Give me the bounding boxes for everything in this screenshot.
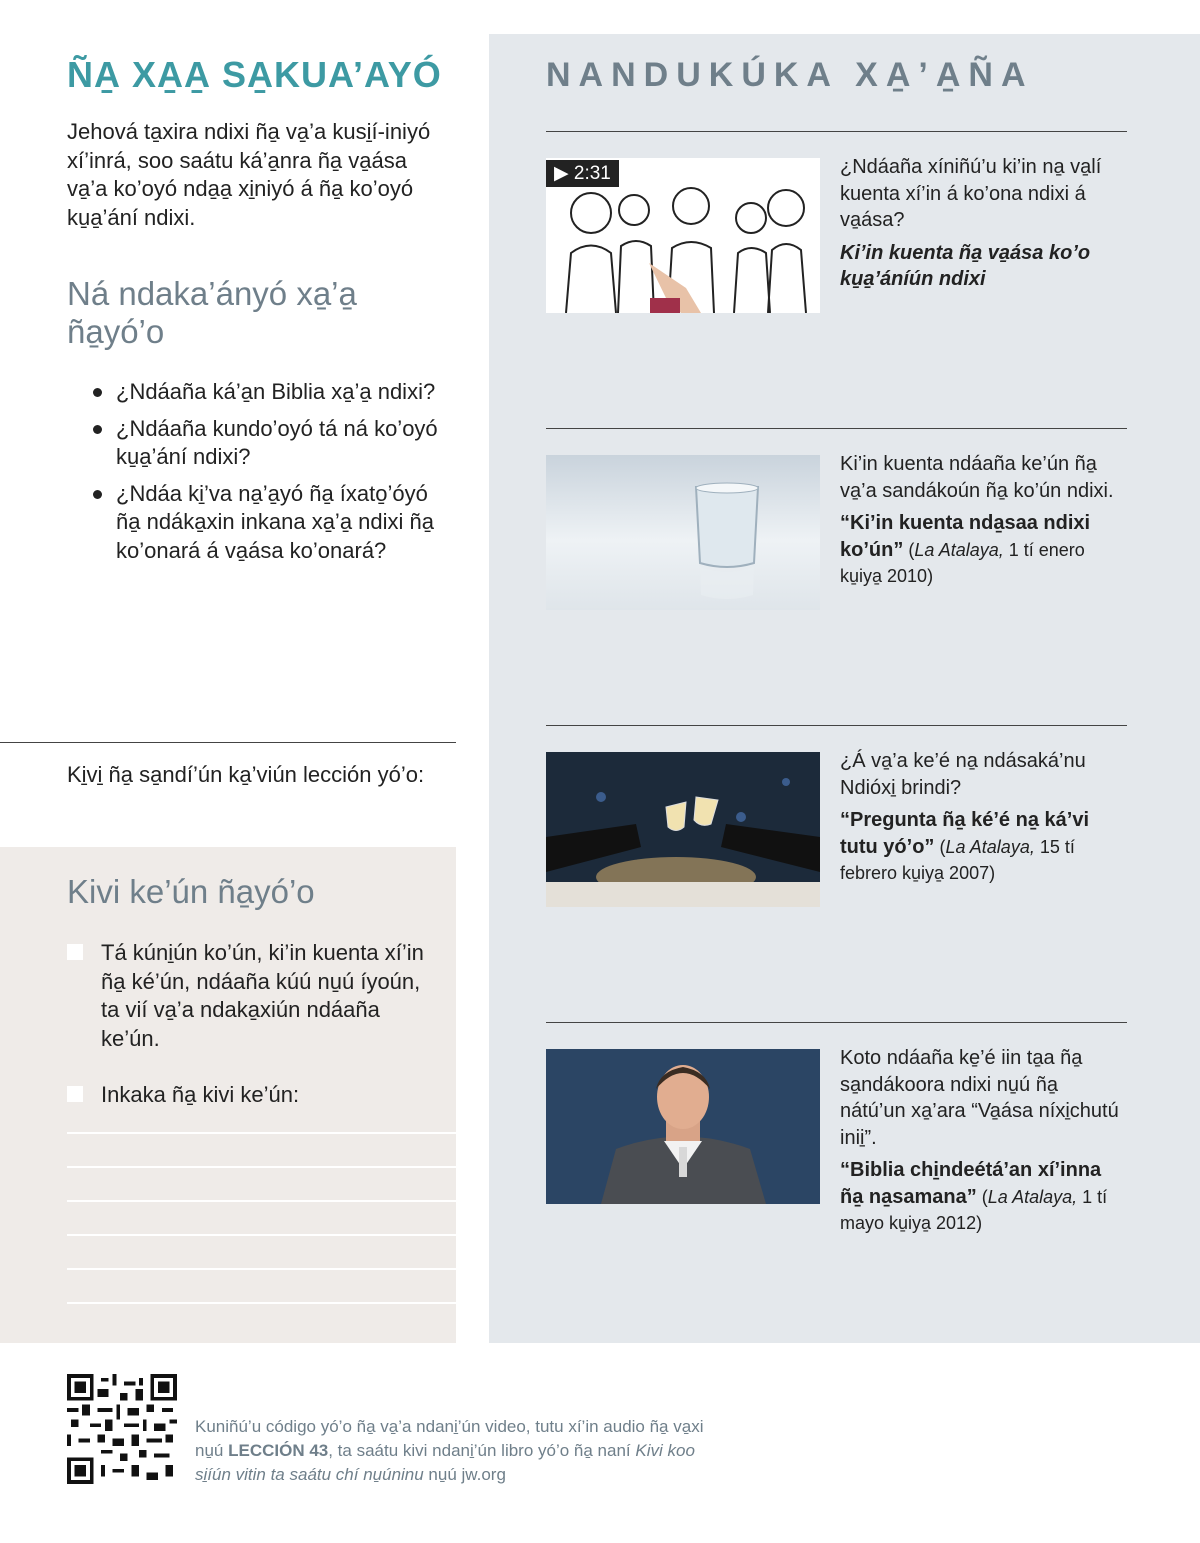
review-heading: Kivi ke’ún ña̱yó’o xyxy=(67,873,315,910)
video-thumbnail[interactable] xyxy=(546,158,820,313)
question-item: ¿Ndáaña ká’a̱n Biblia xa̱’a̱ ndixi? xyxy=(93,378,453,407)
video-link[interactable]: Ki’in kuenta ña̱ va̱ása ko’o ku̱a̱’áníún ndixi xyxy=(840,241,1091,290)
checkbox[interactable] xyxy=(67,944,83,960)
intro-paragraph: Jehová ta̱xira ndixi ña̱ va̱’a kusi̱í-iniyó xí’inrá, soo saátu ká’a̱nra ña̱ va̱ása va̱’a ko’oyó nda̱a̱ xi̱niyó á ña̱ ko’oyó ku̱a̱’ání ndixi. xyxy=(67,119,431,230)
video-duration-badge: ▶ 2:31 xyxy=(546,160,619,187)
item-divider xyxy=(546,131,1127,132)
item-text: Ki’in kuenta ndáaña ke’ún ña̱ va̱’a sandákoún ña̱ ko’ún ndixi. “Ki’in kuenta nda̱saa ndixi ko’ún” (La Atalaya, 1 tí enero ku̱iya̱ 2010) xyxy=(840,451,1125,596)
checkbox[interactable] xyxy=(67,1086,83,1102)
item-text: ¿Á va̱’a ke’é na̱ ndásaká’nu Ndióxi̱ brindi? “Pregunta ña̱ ké’é na̱ ká’vi tutu yó’o” (La Atalaya, 15 tí febrero ku̱iya̱ 2007) xyxy=(840,748,1125,893)
goal-checkbox-item[interactable]: Tá kúni̱ún ko’ún, ki’in kuenta xí’in ña̱ ké’ún, ndáaña kúú nu̱ú íyoún, ta vií va̱’a ndaka̱xiún ndáaña ke’ún. xyxy=(67,939,427,1053)
item-text: Koto ndáaña ke̱’é iin ta̱a ña̱ sa̱ndákoora ndixi nu̱ú ña̱ nátú’un xa̱’ara “Va̱ása níxi̱chutú inii̱”. “Biblia chi̱ndeétá’an xí’inna ña̱ na̱samana” (La Atalaya, 1 tí mayo ku̱iya̱ 2012) xyxy=(840,1045,1125,1243)
item-divider xyxy=(546,725,1127,726)
write-line[interactable] xyxy=(67,1302,456,1304)
item-text: ¿Ndáaña xíniñú’u ki’in na̱ va̱lí kuenta xí’in á ko’ona ndixi á va̱ása? Ki’in kuenta ña̱ va̱ása ko’o ku̱a̱’áníún ndixi xyxy=(840,154,1125,299)
qr-code-icon[interactable] xyxy=(67,1374,177,1484)
explore-panel xyxy=(489,34,1200,1343)
review-box xyxy=(0,847,456,1343)
write-line[interactable] xyxy=(67,1268,456,1270)
completion-date-label: Ki̱vi̱ ña̱ sa̱ndí’ún ka̱’viún lección yó’o: xyxy=(67,762,425,787)
bullet-icon xyxy=(93,388,102,397)
question-item: ¿Ndáa ki̱’va na̱’a̱yó ña̱ íxato̱’óyó ña̱ ndáka̱xin inkana xa̱’a̱ ndixi ña̱ ko’onará á va̱ása ko’onará? xyxy=(93,480,453,566)
page-title: ÑA̱ XA̱A̱ SA̱KUA’AYÓ xyxy=(67,54,442,95)
question-list xyxy=(93,378,453,573)
other-goal-checkbox-item[interactable]: Inkaka ña̱ kivi ke’ún: xyxy=(67,1081,427,1110)
write-line[interactable] xyxy=(67,1200,456,1202)
man-portrait-image[interactable] xyxy=(546,1049,820,1204)
article-link[interactable]: “Biblia chi̱ndeétá’an xí’inna ña̱ na̱samana” (La Atalaya, 1 tí mayo ku̱iya̱ 2012) xyxy=(840,1159,1108,1233)
explore-heading: NANDUKÚKA XA̱’A̱ÑA xyxy=(546,56,1034,94)
toast-image[interactable] xyxy=(546,752,820,907)
footer-note: Kuniñú’u código yó’o ña̱ va̱’a ndani̱’ún video, tutu xí’in audio ña̱ va̱xi nu̱ú LECCIÓN 43, ta saátu kivi ndani̱’ún libro yó’o ña̱ naní Kivi koo si̱íún vitin ta saátu chí nu̱úninu nu̱ú jw.org xyxy=(195,1417,704,1484)
bullet-icon xyxy=(93,425,102,434)
bullet-icon xyxy=(93,490,102,499)
discussion-heading: Ná ndaka’ányó xa̱’a̱ ña̱yó’o xyxy=(67,275,357,350)
write-line[interactable] xyxy=(67,1132,456,1134)
item-divider xyxy=(546,428,1127,429)
write-line[interactable] xyxy=(67,1234,456,1236)
write-line[interactable] xyxy=(67,1166,456,1168)
glass-image[interactable] xyxy=(546,455,820,610)
question-item: ¿Ndáaña kundo’oyó tá ná ko’oyó ku̱a̱’ání ndixi? xyxy=(93,415,453,472)
item-divider xyxy=(546,1022,1127,1023)
section-divider xyxy=(0,742,456,743)
article-link[interactable]: “Ki’in kuenta nda̱saa ndixi ko’ún” (La Atalaya, 1 tí enero ku̱iya̱ 2010) xyxy=(840,512,1091,586)
article-link[interactable]: “Pregunta ña̱ ké’é na̱ ká’vi tutu yó’o” (La Atalaya, 15 tí febrero ku̱iya̱ 2007) xyxy=(840,809,1089,883)
